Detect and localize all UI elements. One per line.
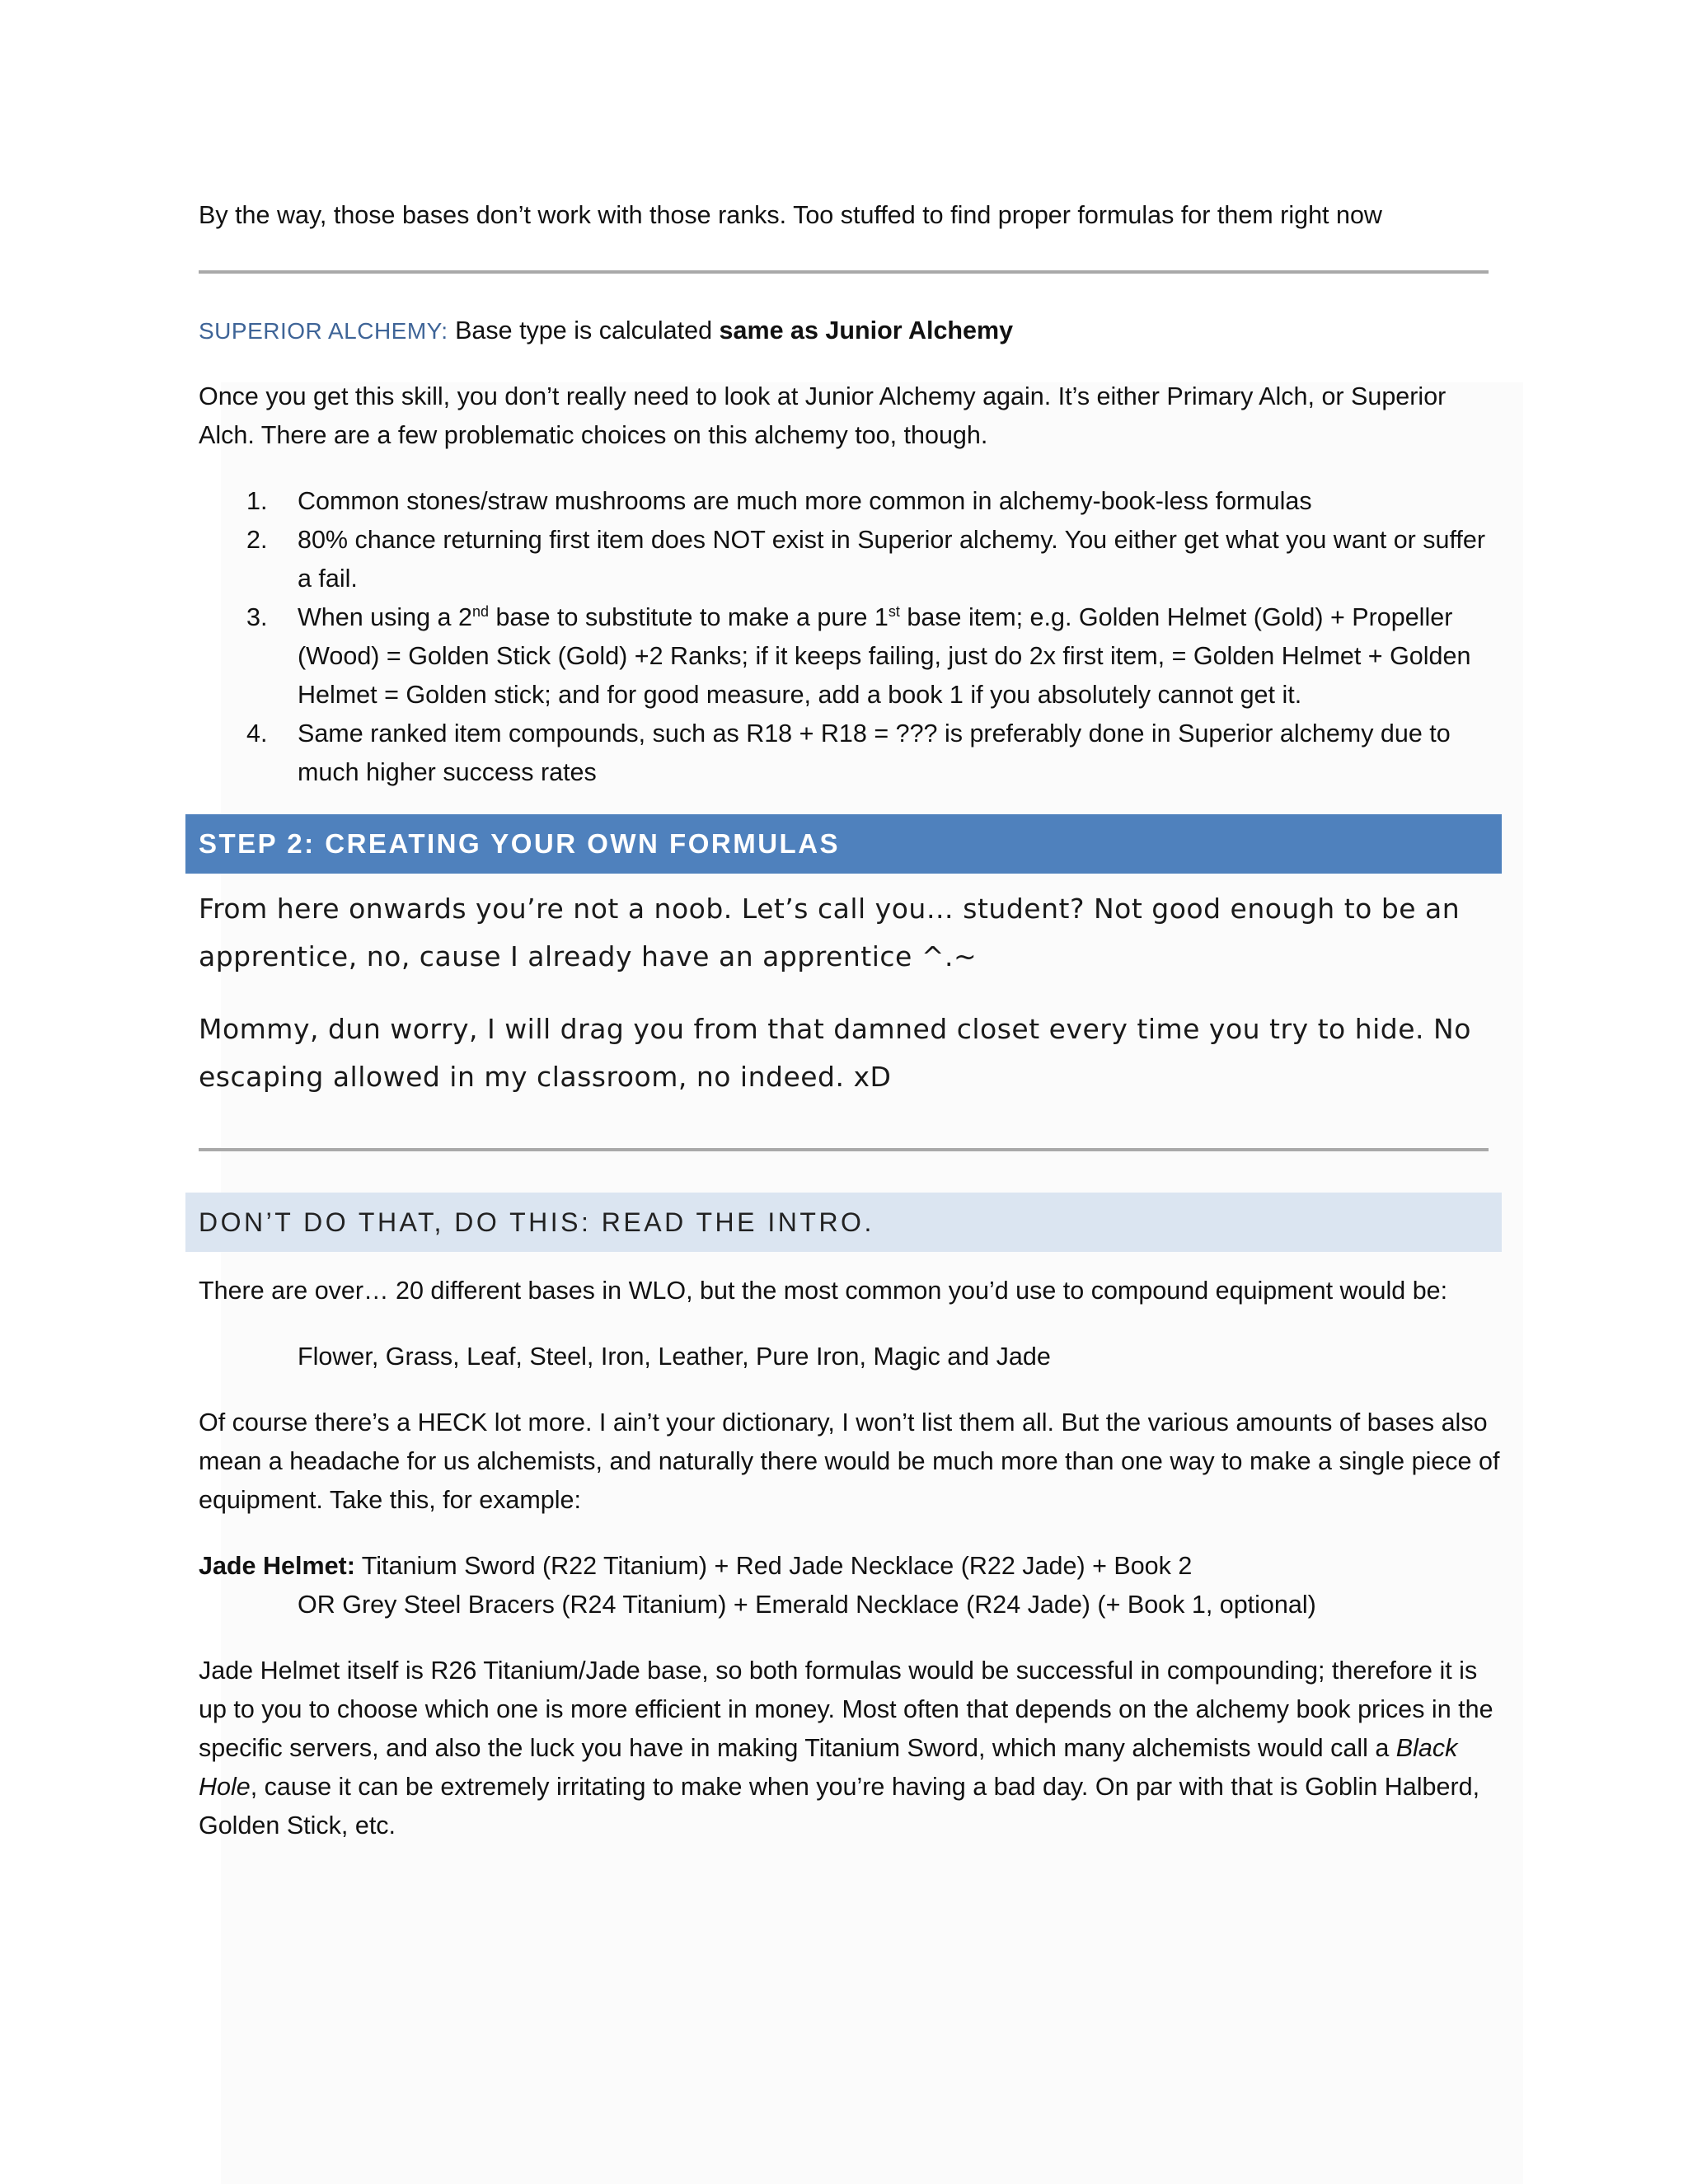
list-text-part: base to substitute to make a pure 1 bbox=[488, 603, 889, 631]
list-number: 3. bbox=[246, 603, 268, 631]
list-item bbox=[199, 482, 1501, 521]
handwritten-note-2: Mommy, dun worry, I will drag you from that damned closet every time you try to hide. No escaping allowed in my classroom, no indeed. xD bbox=[199, 1013, 1471, 1093]
superscript: st bbox=[888, 602, 900, 620]
handwritten-note-1: From here onwards you’re not a noob. Let’s call you… student? Not good enough to be an apprentice, no, cause I already have an apprentice ^.~ bbox=[199, 893, 1461, 972]
superior-line bbox=[199, 312, 1501, 350]
jade-paragraph bbox=[199, 1652, 1501, 1845]
black-hole-term: Black Hole bbox=[199, 1734, 1458, 1801]
superior-text: Base type is calculated bbox=[455, 316, 713, 344]
superior-text-bold: same as Junior Alchemy bbox=[719, 316, 1014, 344]
superior-paragraph: Once you get this skill, you don’t really need to look at Junior Alchemy again. It’s either Primary Alch, or Superior Alch. There are a few problematic choices on this alchemy too, though. bbox=[199, 382, 1447, 449]
superior-label: SUPERIOR ALCHEMY: bbox=[199, 318, 448, 344]
divider bbox=[199, 270, 1489, 274]
superscript: nd bbox=[471, 602, 489, 620]
list-text bbox=[298, 603, 1470, 709]
intro-heading: DON’T DO THAT, DO THIS: READ THE INTRO. bbox=[185, 1193, 1502, 1252]
step2-heading: STEP 2: CREATING YOUR OWN FORMULAS bbox=[185, 814, 1502, 874]
jade-formula-text: Titanium Sword (R22 Titanium) + Red Jade Necklace (R22 Jade) + Book 2 bbox=[354, 1552, 1193, 1580]
list-item bbox=[199, 598, 1501, 715]
jade-formula-1 bbox=[199, 1547, 1501, 1586]
divider bbox=[199, 1148, 1489, 1151]
list-number: 2. bbox=[246, 526, 268, 554]
bases-intro: There are over… 20 different bases in WLO, but the most common you’d use to compound equipment would be: bbox=[199, 1277, 1448, 1305]
jade-formula-2: OR Grey Steel Bracers (R24 Titanium) + Emerald Necklace (R24 Jade) (+ Book 1, optional) bbox=[298, 1591, 1316, 1619]
list-number: 1. bbox=[246, 487, 268, 515]
jade-paragraph-text: Jade Helmet itself is R26 Titanium/Jade base, so both formulas would be successful in compounding; therefore it is up to you to choose which one is more efficient in money. Most often that depends on the alchemy book prices in the specific servers, and also the luck you have in making Titanium Sword, which many alchemists would call a bbox=[199, 1657, 1493, 1762]
intro-note: By the way, those bases don’t work with those ranks. Too stuffed to find proper formulas for them right now bbox=[199, 201, 1382, 229]
list-text-part: When using a 2 bbox=[298, 603, 472, 631]
list-text: Same ranked item compounds, such as R18 + R18 = ??? is preferably done in Superior alchemy due to much higher success rates bbox=[298, 719, 1451, 786]
document-content bbox=[199, 196, 1501, 1845]
list-item bbox=[199, 715, 1501, 792]
jade-label: Jade Helmet: bbox=[199, 1552, 355, 1580]
list-number: 4. bbox=[246, 719, 268, 748]
jade-paragraph-text: , cause it can be extremely irritating to make when you’re having a bad day. On par with that is Goblin Halberd, Golden Stick, etc. bbox=[199, 1773, 1480, 1840]
list-text: 80% chance returning first item does NOT exist in Superior alchemy. You either get what you want or suffer a fail. bbox=[298, 526, 1486, 593]
list-text-part: base item; e.g. Golden Helmet (Gold) + Propeller (Wood) = Golden Stick (Gold) +2 Ranks; if it keeps failing, just do 2x first item, = Golden Helmet + Golden Helmet = Golden stick; and for good measure, add a book 1 if you absolutely cannot get it. bbox=[298, 603, 1471, 709]
bases-list: Flower, Grass, Leaf, Steel, Iron, Leather, Pure Iron, Magic and Jade bbox=[298, 1343, 1051, 1371]
list-item bbox=[199, 521, 1501, 598]
list-text: Common stones/straw mushrooms are much more common in alchemy-book-less formulas bbox=[298, 487, 1312, 515]
bases-paragraph: Of course there’s a HECK lot more. I ain’t your dictionary, I won’t list them all. But the various amounts of bases also mean a headache for us alchemists, and naturally there would be much more than one way to make a single piece of equipment. Take this, for example: bbox=[199, 1408, 1500, 1514]
superior-list bbox=[199, 482, 1501, 792]
